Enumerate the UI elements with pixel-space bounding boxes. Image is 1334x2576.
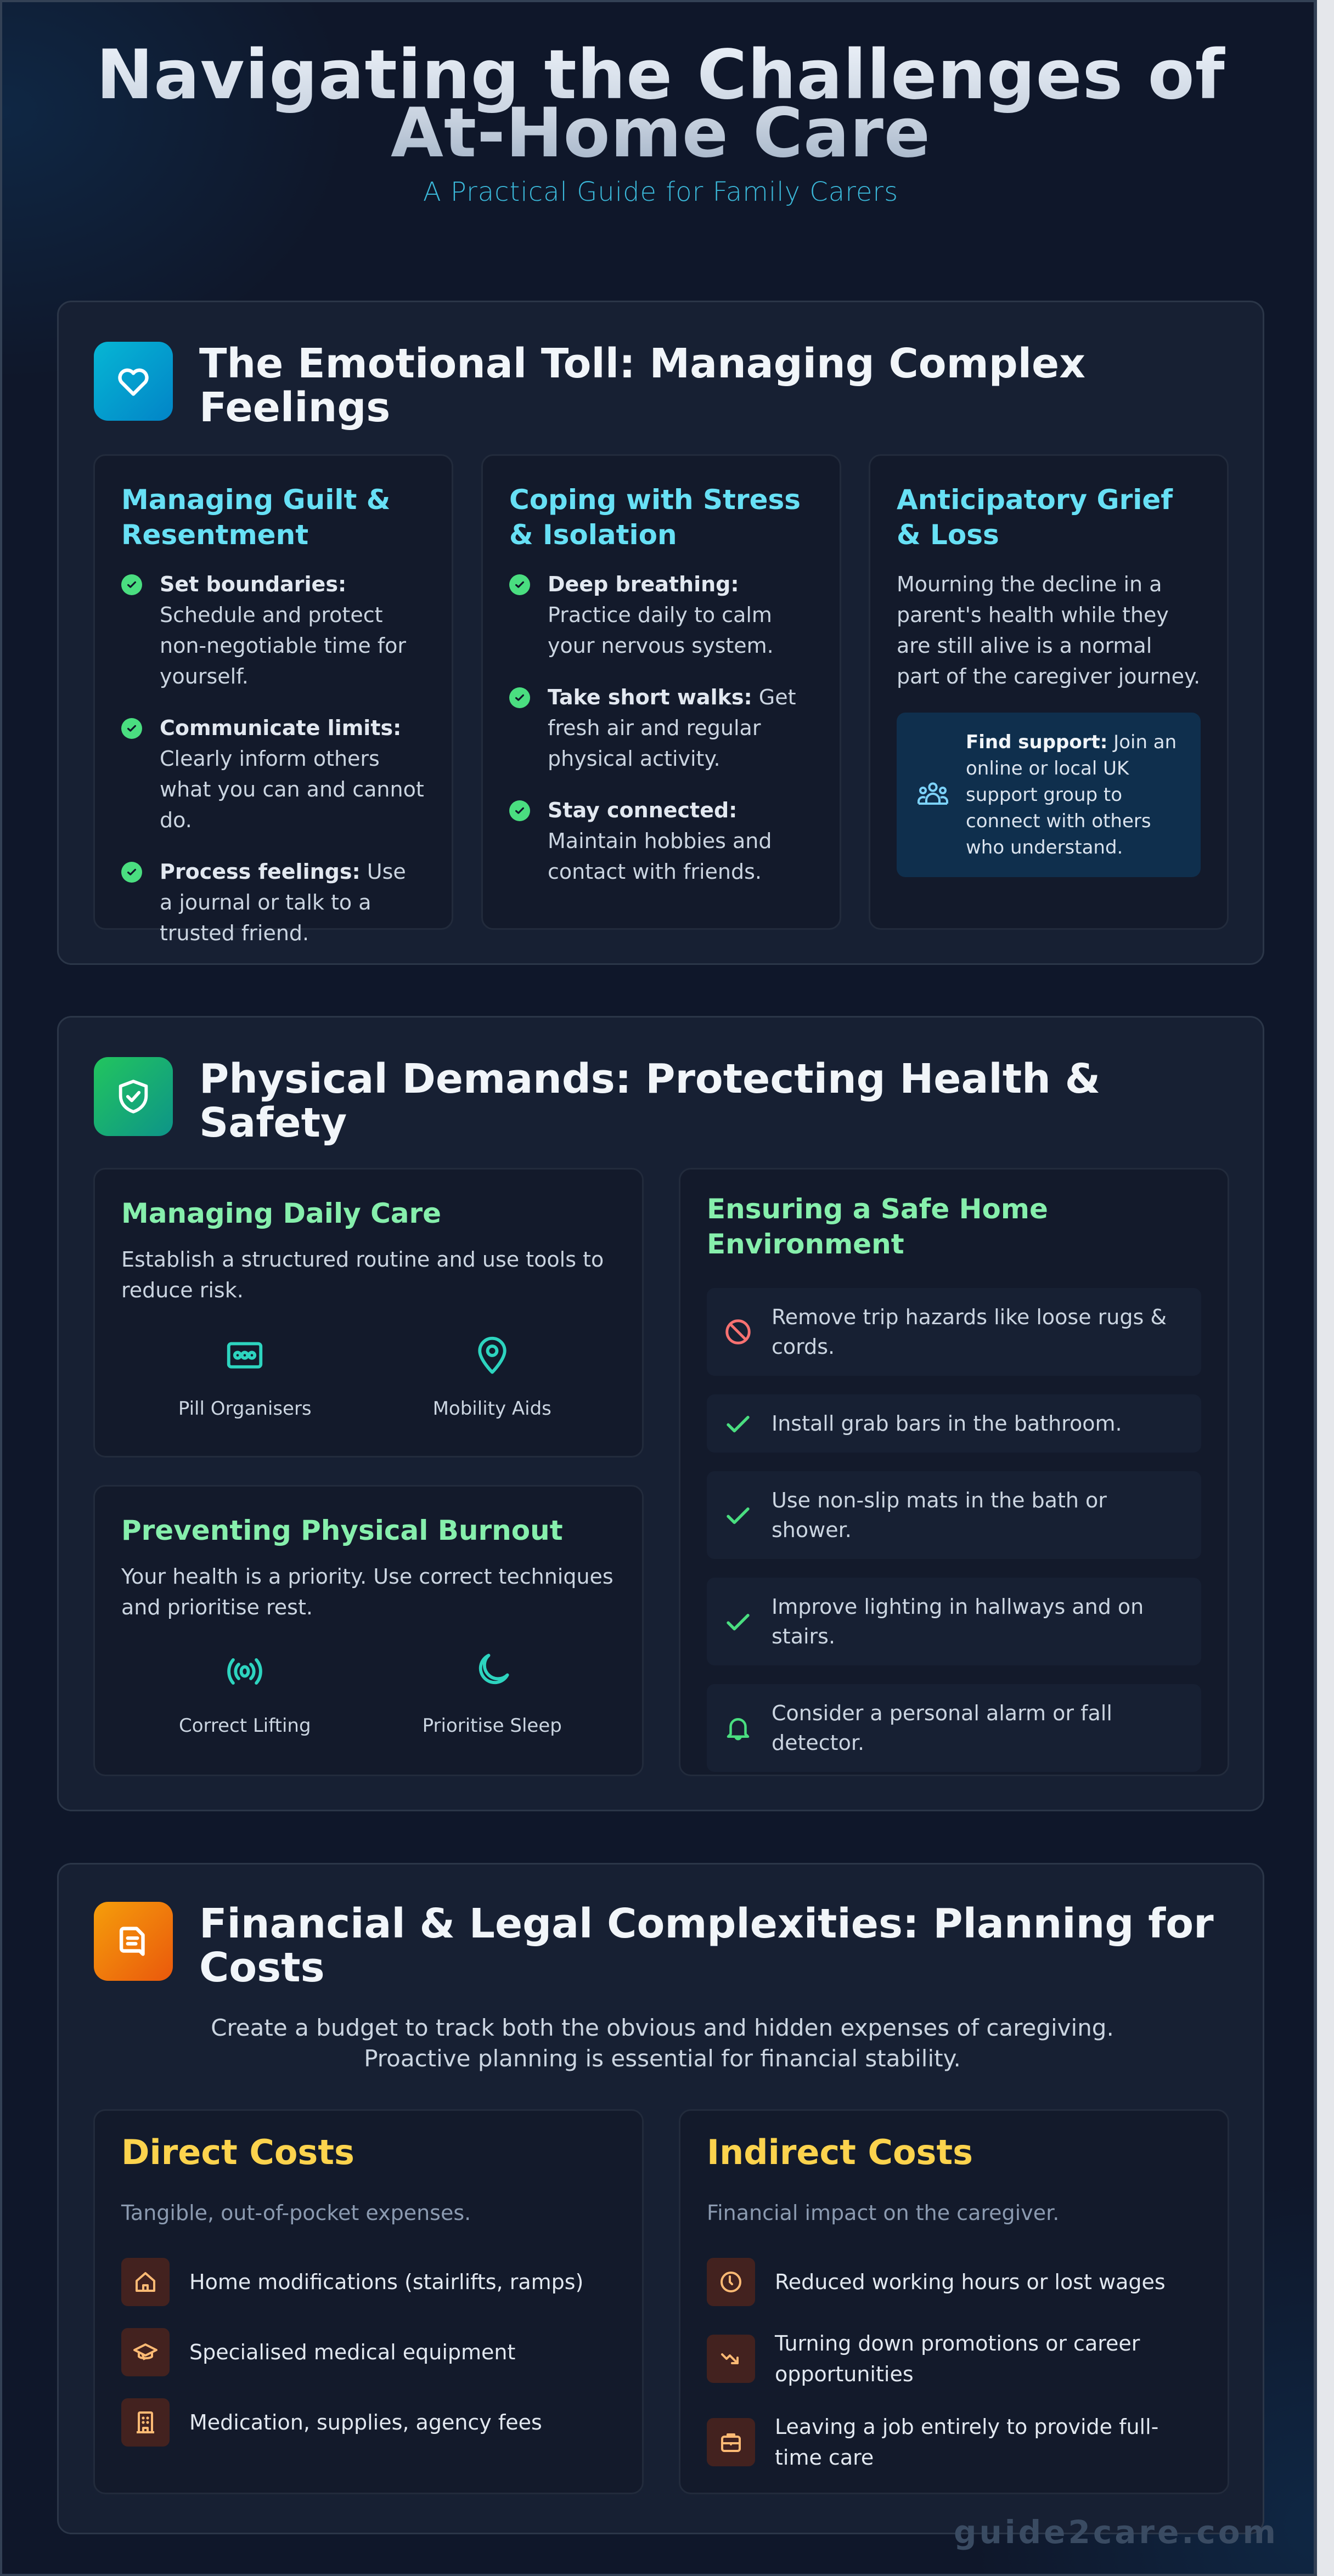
tool-mobility-aids <box>388 1333 596 1420</box>
tip-label: Set boundaries: <box>160 572 347 596</box>
list-item <box>509 795 813 887</box>
safety-text: Remove trip hazards like loose rugs & cords. <box>772 1305 1167 1359</box>
tip-label: Take short walks: <box>548 685 752 709</box>
bell-icon <box>723 1713 753 1743</box>
page-title <box>2 36 1317 173</box>
tip-text: Use a journal or talk to a trusted friend. <box>160 860 406 945</box>
section-header <box>94 1902 1242 1990</box>
support-callout <box>897 713 1201 877</box>
tip-text: Clearly inform others what you can and cannot do. <box>160 747 424 832</box>
card-body: Mourning the decline in a parent's health while they are still alive is a normal part of the caregiver journey. <box>897 572 1201 688</box>
page-header <box>2 36 1317 207</box>
section-header <box>94 1057 1132 1145</box>
list-item <box>121 2328 616 2376</box>
tips-list <box>121 569 425 948</box>
page-subtitle: A Practical Guide for Family Carers <box>423 177 899 207</box>
broadcast-icon <box>223 1650 266 1693</box>
safety-text: Use non-slip mats in the bath or shower. <box>772 1488 1107 1542</box>
card-direct-costs <box>93 2109 644 2494</box>
list-item <box>707 1288 1201 1376</box>
list-item <box>121 569 425 692</box>
check-icon <box>723 1409 753 1438</box>
card-title: Managing Guilt & Resentment <box>121 484 391 551</box>
tool-pill-organisers <box>140 1333 349 1420</box>
cost-text: Leaving a job entirely to provide full-time care <box>775 2415 1159 2470</box>
section-title: Financial & Legal Complexities: Planning for Costs <box>199 1900 1214 1991</box>
section-title: The Emotional Toll: Managing Complex Feelings <box>199 340 1085 431</box>
tool-label: Correct Lifting <box>178 1715 311 1737</box>
card-title: Coping with Stress & Isolation <box>509 484 801 551</box>
tool-label: Pill Organisers <box>178 1398 312 1420</box>
section-header <box>94 342 1132 430</box>
building-icon <box>121 2398 170 2447</box>
tools-row <box>121 1333 616 1420</box>
list-item <box>707 1471 1201 1559</box>
list-item <box>121 713 425 835</box>
tip-text: Get fresh air and regular physical activity. <box>548 685 796 771</box>
tool-label: Prioritise Sleep <box>422 1715 562 1737</box>
check-circle-icon <box>121 574 142 595</box>
card-title: Direct Costs <box>121 2132 354 2172</box>
list-item <box>707 1684 1201 1772</box>
check-circle-icon <box>121 718 142 739</box>
site-watermark: guide2care.com <box>953 2513 1279 2551</box>
tool-prioritise-sleep <box>388 1650 596 1737</box>
list-item <box>509 569 813 661</box>
cost-text: Reduced working hours or lost wages <box>775 2270 1166 2294</box>
check-circle-icon <box>509 687 530 708</box>
cost-list <box>121 2258 616 2447</box>
tip-label: Process feelings: <box>160 860 361 884</box>
shield-check-icon <box>94 1057 173 1136</box>
home-icon <box>121 2258 170 2306</box>
support-label: Find support: <box>966 731 1108 753</box>
title-line-1: Navigating the Challenges of <box>96 36 1225 115</box>
section-emotional-toll <box>57 301 1264 965</box>
tip-label: Stay connected: <box>548 798 738 822</box>
safety-text: Consider a personal alarm or fall detector. <box>772 1701 1112 1755</box>
card-indirect-costs <box>679 2109 1229 2494</box>
card-coping-stress <box>481 454 841 930</box>
graduation-cap-icon <box>121 2328 170 2376</box>
card-managing-guilt <box>93 454 453 945</box>
cost-text: Specialised medical equipment <box>189 2340 516 2364</box>
section-title: Physical Demands: Protecting Health & Safety <box>199 1055 1101 1146</box>
list-item <box>121 2398 616 2447</box>
card-body: Your health is a priority. Use correct techniques and prioritise rest. <box>121 1564 613 1619</box>
section-intro: Create a budget to track both the obvious and hidden expenses of caregiving. Proactive planning is essential for financial stability. <box>211 2014 1114 2072</box>
check-icon <box>723 1500 753 1530</box>
trending-down-icon <box>707 2335 755 2383</box>
check-circle-icon <box>121 862 142 883</box>
section-physical-demands <box>57 1016 1264 1811</box>
card-body: Establish a structured routine and use tools to reduce risk. <box>121 1247 604 1302</box>
tip-text: Schedule and protect non-negotiable time for yourself. <box>160 603 407 688</box>
document-icon <box>94 1902 173 1981</box>
safety-text: Install grab bars in the bathroom. <box>772 1411 1122 1436</box>
cost-list <box>707 2258 1201 2473</box>
cost-text: Home modifications (stairlifts, ramps) <box>189 2270 584 2294</box>
card-subtitle: Financial impact on the caregiver. <box>707 2201 1060 2225</box>
card-preventing-burnout <box>93 1485 644 1776</box>
heart-icon <box>94 342 173 421</box>
tip-text: Practice daily to calm your nervous system. <box>548 603 774 658</box>
check-circle-icon <box>509 574 530 595</box>
tip-label: Communicate limits: <box>160 716 402 740</box>
list-item <box>509 682 813 774</box>
briefcase-icon <box>707 2418 755 2466</box>
list-item <box>707 2328 1201 2389</box>
list-item <box>707 1578 1201 1665</box>
tip-label: Deep breathing: <box>548 572 739 596</box>
pill-organiser-icon <box>223 1333 266 1376</box>
cost-text: Medication, supplies, agency fees <box>189 2410 542 2434</box>
support-text: Join an online or local UK support group to connect with others who understand. <box>966 731 1177 858</box>
card-subtitle: Tangible, out-of-pocket expenses. <box>121 2201 471 2225</box>
card-anticipatory-grief <box>869 454 1229 930</box>
safety-checklist <box>707 1288 1201 1772</box>
card-title: Ensuring a Safe Home Environment <box>707 1193 1048 1260</box>
list-item <box>121 856 425 948</box>
moon-icon <box>471 1650 514 1693</box>
title-line-2: At-Home Care <box>390 94 931 173</box>
tip-text: Maintain hobbies and contact with friends. <box>548 829 772 884</box>
list-item <box>707 2258 1201 2306</box>
check-icon <box>723 1607 753 1636</box>
ban-icon <box>723 1317 753 1347</box>
list-item <box>121 2258 616 2306</box>
check-circle-icon <box>509 800 530 821</box>
cost-text: Turning down promotions or career opportunities <box>775 2331 1140 2386</box>
card-title: Managing Daily Care <box>121 1197 442 1229</box>
clock-icon <box>707 2258 755 2306</box>
card-title: Anticipatory Grief & Loss <box>897 484 1173 551</box>
card-title: Preventing Physical Burnout <box>121 1515 563 1546</box>
map-pin-icon <box>471 1333 514 1376</box>
list-item <box>707 1394 1201 1453</box>
card-managing-daily-care <box>93 1168 644 1458</box>
card-safe-home <box>679 1168 1229 1776</box>
section-financial-legal <box>57 1863 1264 2534</box>
safety-text: Improve lighting in hallways and on stairs. <box>772 1595 1144 1648</box>
tools-row <box>121 1650 616 1737</box>
tool-correct-lifting <box>140 1650 349 1737</box>
card-title: Indirect Costs <box>707 2132 973 2172</box>
tips-list <box>509 569 813 887</box>
tool-label: Mobility Aids <box>432 1398 551 1420</box>
list-item <box>707 2411 1201 2473</box>
users-icon <box>916 781 949 809</box>
